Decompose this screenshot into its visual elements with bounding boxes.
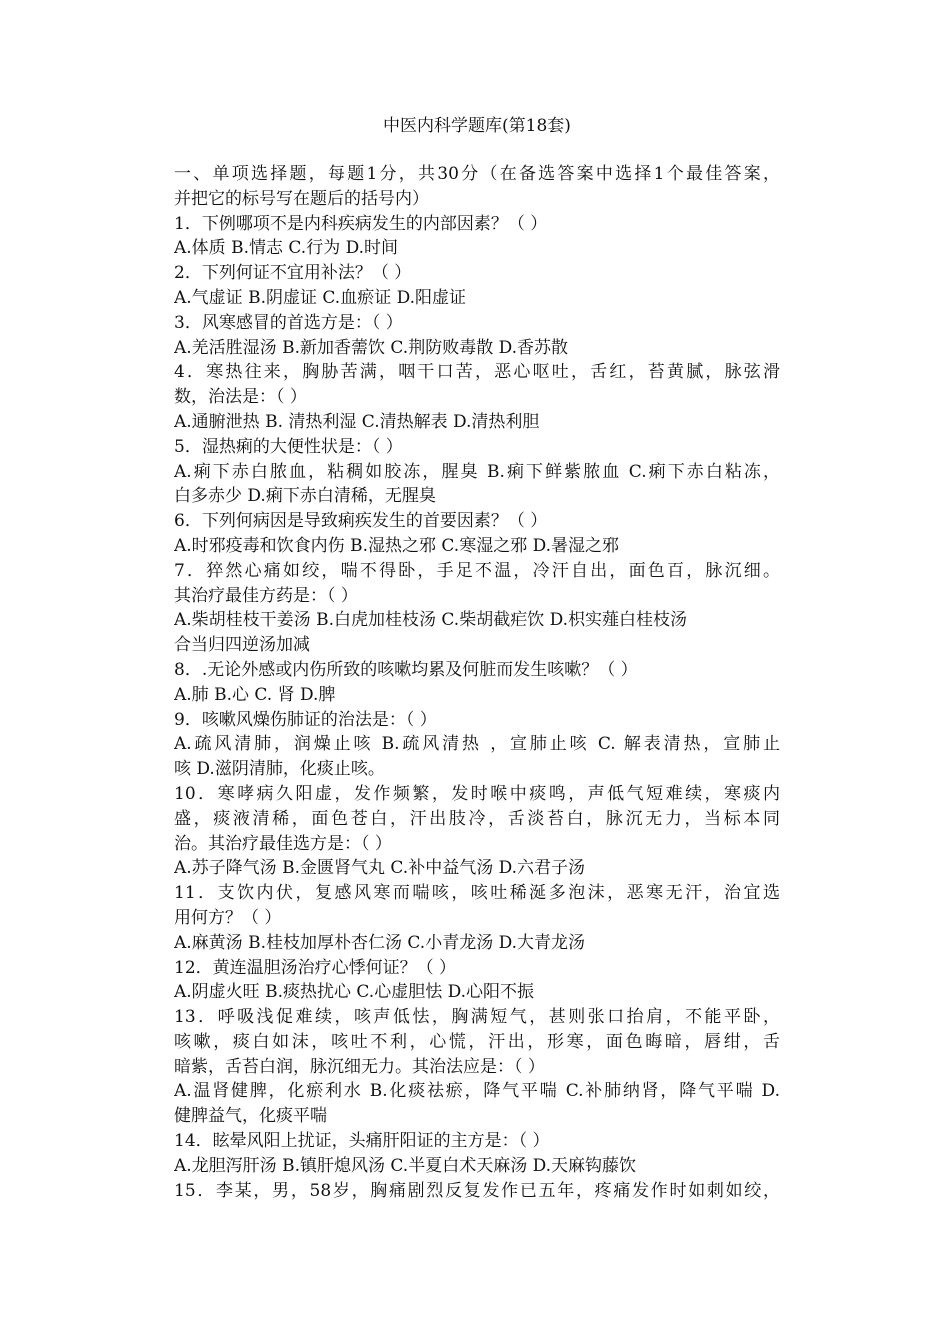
section-heading-line: 一、单项选择题，每题1分，共30分（在备选答案中选择1个最佳答案， bbox=[174, 164, 780, 184]
question-7-cont: 其治疗最佳方药是：（ ） bbox=[174, 585, 358, 606]
question-11: 11．支饮内伏，复感风寒而喘咳，咳吐稀涎多泡沫，恶寒无汗，治宜选 bbox=[174, 883, 780, 904]
question-14: 14．眩晕风阳上扰证，头痛肝阳证的主方是：（ ） bbox=[174, 1131, 550, 1152]
options-7: A.柴胡桂枝干姜汤 B.白虎加桂枝汤 C.柴胡截疟饮 D.枳实薤白桂枝汤 bbox=[174, 610, 688, 631]
options-8: A.肺 B.心 C. 肾 D.脾 bbox=[174, 684, 336, 705]
options-7-cont: 合当归四逆汤加减 bbox=[174, 635, 310, 656]
options-10: A.苏子降气汤 B.金匮肾气丸 C.补中益气汤 D.六君子汤 bbox=[174, 858, 586, 879]
document-page bbox=[174, 112, 780, 1203]
options-3: A.羌活胜湿汤 B.新加香薷饮 C.荆防败毒散 D.香苏散 bbox=[174, 337, 569, 358]
options-11: A.麻黄汤 B.桂枝加厚朴杏仁汤 C.小青龙汤 D.大青龙汤 bbox=[174, 932, 586, 953]
options-14: A.龙胆泻肝汤 B.镇肝熄风汤 C.半夏白术天麻汤 D.天麻钩藤饮 bbox=[174, 1155, 637, 1176]
question-11-cont: 用何方？（ ） bbox=[174, 907, 282, 928]
question-5: 5．湿热痢的大便性状是：（ ） bbox=[174, 436, 403, 457]
question-9: 9．咳嗽风燥伤肺证的治法是：（ ） bbox=[174, 709, 437, 730]
question-12: 12．黄连温胆汤治疗心悸何证？（ ） bbox=[174, 957, 457, 978]
question-4: 4．寒热往来，胸胁苦满，咽干口苦，恶心呕吐，舌红，苔黄腻，脉弦滑 bbox=[174, 362, 780, 383]
question-13-cont: 咳嗽，痰白如沫，咳吐不利，心慌，汗出，形寒，面色晦暗，唇绀，舌 bbox=[174, 1031, 780, 1052]
question-8: 8．.无论外感或内伤所致的咳嗽均累及何脏而发生咳嗽？（ ） bbox=[174, 659, 638, 680]
section-heading-line: 并把它的标号写在题后的括号内） bbox=[174, 188, 429, 209]
question-6: 6．下列何病因是导致痢疾发生的首要因素？（ ） bbox=[174, 511, 548, 532]
options-13: A.温肾健脾，化瘀利水 B.化痰祛瘀，降气平喘 C.补肺纳肾，降气平喘 D. bbox=[174, 1081, 780, 1102]
options-2: A.气虚证 B.阴虚证 C.血瘀证 D.阳虚证 bbox=[174, 287, 467, 308]
question-13-cont: 暗紫，舌苔白润，脉沉细无力。其治法应是：（ ） bbox=[174, 1056, 545, 1077]
question-10-cont: 治。其治疗最佳选方是：（ ） bbox=[174, 833, 392, 854]
options-9: A.疏风清肺，润燥止咳 B.疏风清热 ，宣肺止咳 C. 解表清热，宣肺止 bbox=[174, 734, 780, 755]
question-4-cont: 数，治法是：（ ） bbox=[174, 387, 307, 408]
options-1: A.体质 B.情志 C.行为 D.时间 bbox=[174, 238, 399, 259]
options-12: A.阴虚火旺 B.痰热扰心 C.心虚胆怯 D.心阳不振 bbox=[174, 982, 535, 1003]
question-13: 13．呼吸浅促难续，咳声低怯，胸满短气，甚则张口抬肩，不能平卧， bbox=[174, 1007, 780, 1028]
options-6: A.时邪疫毒和饮食内伤 B.湿热之邪 C.寒湿之邪 D.暑湿之邪 bbox=[174, 535, 620, 556]
question-3: 3．风寒感冒的首选方是：（ ） bbox=[174, 312, 403, 333]
options-4: A.通腑泄热 B. 清热利湿 C.清热解表 D.清热利胆 bbox=[174, 411, 540, 432]
question-2: 2．下列何证不宜用补法？（ ） bbox=[174, 263, 412, 284]
question-7: 7．猝然心痛如绞，喘不得卧，手足不温，冷汗自出，面色百，脉沉细。 bbox=[174, 560, 780, 581]
question-10: 10．寒哮病久阳虚，发作频繁，发时喉中痰鸣，声低气短难续，寒痰内 bbox=[174, 783, 780, 804]
page-title: 中医内科学题库(第18套) bbox=[383, 116, 571, 136]
options-9-cont: 咳 D.滋阴清肺，化痰止咳。 bbox=[174, 759, 385, 780]
options-5: A.痢下赤白脓血，粘稠如胶冻，腥臭 B.痢下鲜紫脓血 C.痢下赤白粘冻， bbox=[174, 461, 780, 482]
question-10-cont: 盛，痰液清稀，面色苍白，汗出肢冷，舌淡苔白，脉沉无力，当标本同 bbox=[174, 808, 780, 829]
options-13-cont: 健脾益气，化痰平喘 bbox=[174, 1106, 327, 1127]
options-5-cont: 白多赤少 D.痢下赤白清稀，无腥臭 bbox=[174, 486, 436, 507]
question-1: 1．下例哪项不是内科疾病发生的内部因素？（ ） bbox=[174, 213, 548, 234]
question-15: 15．李某，男，58岁，胸痛剧烈反复发作已五年，疼痛发作时如刺如绞， bbox=[174, 1180, 780, 1201]
